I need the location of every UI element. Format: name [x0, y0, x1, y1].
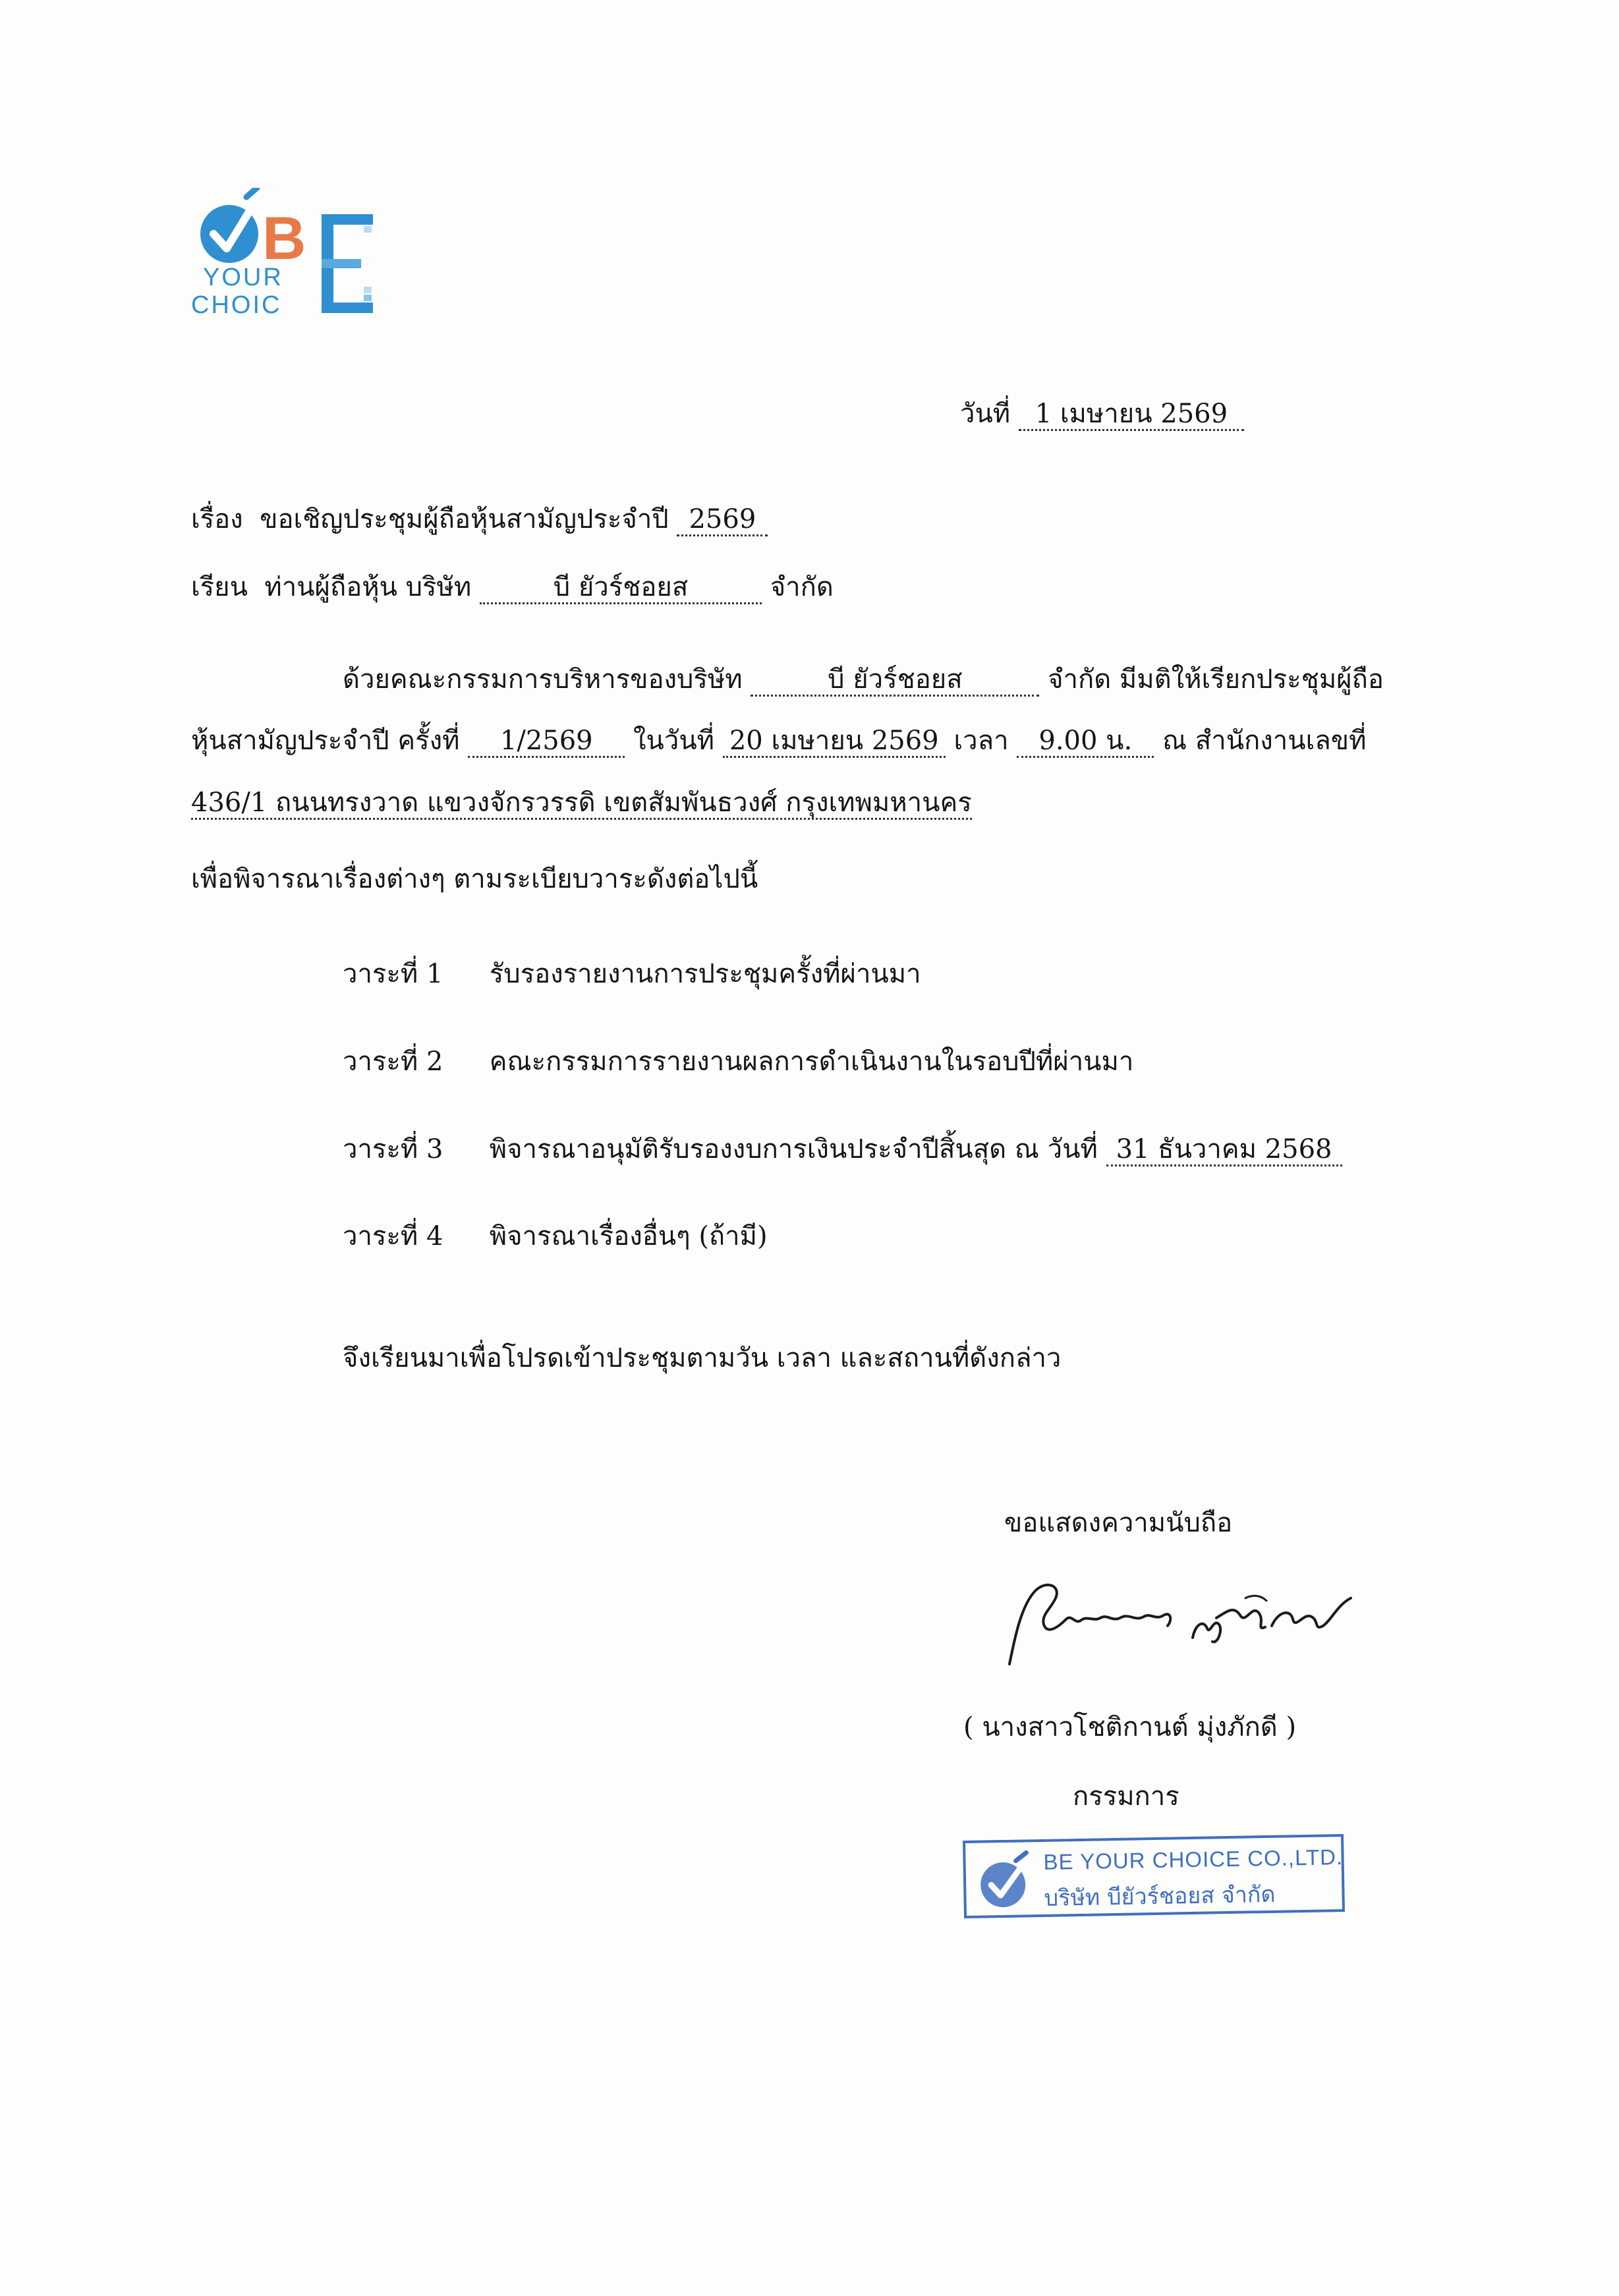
logo-letter-b: B: [262, 205, 306, 272]
agenda-label: วาระที่ 3: [343, 1134, 443, 1164]
handwritten-signature: [995, 1578, 1364, 1671]
body-date-label: ในวันที่: [633, 726, 715, 756]
body-company: บี ยัวร์ชอยส: [751, 664, 1039, 697]
signer-name-line: [963, 1710, 1296, 1744]
purpose-text: เพื่อพิจารณาเรื่องต่างๆ ตามระเบียบวาระดังต่อไปนี้: [191, 864, 758, 894]
agenda-item-1: [343, 957, 921, 991]
date-line: [960, 397, 1244, 431]
agenda-text: พิจารณาเรื่องอื่นๆ (ถ้ามี): [489, 1221, 768, 1251]
address-line: [191, 786, 972, 820]
body-time-label: เวลา: [953, 726, 1009, 756]
signer-name: ( นางสาวโชติกานต์ มุ่งภักดี ): [963, 1712, 1297, 1742]
agenda-date: 31 ธันวาคม 2568: [1106, 1134, 1342, 1166]
closing-text: จึงเรียนมาเพื่อโปรดเข้าประชุมตามวัน เวลา และสถานที่ดังกล่าว: [343, 1343, 1062, 1373]
body-line-1: [343, 662, 1384, 697]
recipient-text: ท่านผู้ถือหุ้น บริษัท: [264, 572, 472, 602]
body-line-2: [191, 724, 1367, 758]
agenda-label: วาระที่ 2: [343, 1047, 443, 1077]
stamp-line-2: บริษัท บียัวร์ชอยส จำกัด: [1044, 1881, 1276, 1912]
logo-letter-e: [322, 214, 373, 313]
regards-text: ขอแสดงความนับถือ: [1004, 1508, 1233, 1538]
meeting-time: 9.00 น.: [1017, 726, 1154, 758]
company-logo: [191, 188, 389, 333]
signer-title-line: [1073, 1779, 1179, 1814]
purpose-line: [191, 862, 758, 896]
regards-line: [1004, 1506, 1232, 1540]
signer-title: กรรมการ: [1073, 1781, 1179, 1812]
subject-year: 2569: [677, 504, 768, 536]
checkmark-stamp-icon: [973, 1849, 1038, 1913]
body-p2-suffix: ณ สำนักงานเลขที่: [1162, 726, 1367, 756]
agenda-text: คณะกรรมการรายงานผลการดำเนินงานในรอบปีที่ผ่านมา: [489, 1047, 1134, 1077]
agenda-text: รับรองรายงานการประชุมครั้งที่ผ่านมา: [489, 959, 921, 989]
meeting-address: 436/1 ถนนทรงวาด แขวงจักรวรรดิ เขตสัมพันธวงศ์ กรุงเทพมหานคร: [191, 788, 972, 820]
meeting-date: 20 เมษายน 2569: [723, 726, 946, 758]
agenda-item-4: [343, 1219, 768, 1253]
company-stamp: [963, 1834, 1345, 1918]
recipient-line: [191, 570, 834, 604]
recipient-company: บี ยัวร์ชอยส: [480, 572, 762, 604]
agenda-text: พิจารณาอนุมัติรับรองงบการเงินประจำปีสิ้นสุด ณ วันที่: [489, 1134, 1098, 1164]
date-label: วันที่: [960, 399, 1011, 429]
body-p1-prefix: ด้วยคณะกรรมการบริหารของบริษัท: [343, 664, 743, 695]
agenda-label: วาระที่ 4: [343, 1221, 443, 1251]
closing-line: [343, 1341, 1061, 1375]
body-p2-prefix: หุ้นสามัญประจำปี ครั้งที่: [191, 726, 460, 756]
agenda-label: วาระที่ 1: [343, 959, 443, 989]
logo-text-choice: CHOIC: [191, 291, 282, 319]
recipient-suffix: จำกัด: [770, 572, 834, 602]
subject-text: ขอเชิญประชุมผู้ถือหุ้นสามัญประจำปี: [260, 504, 669, 534]
stamp-line-1: BE YOUR CHOICE CO.,LTD.: [1043, 1844, 1344, 1874]
date-value: 1 เมษายน 2569: [1019, 399, 1244, 431]
checkmark-circle-icon: [200, 188, 258, 263]
body-p1-suffix: จำกัด มีมติให้เรียกประชุมผู้ถือ: [1048, 664, 1384, 695]
subject-label: เรื่อง: [191, 504, 243, 534]
agenda-item-3: [343, 1132, 1342, 1166]
logo-text-your: YOUR: [203, 264, 283, 291]
recipient-label: เรียน: [191, 572, 248, 602]
subject-line: [191, 502, 768, 536]
meeting-number: 1/2569: [468, 726, 625, 758]
agenda-item-2: [343, 1045, 1133, 1079]
